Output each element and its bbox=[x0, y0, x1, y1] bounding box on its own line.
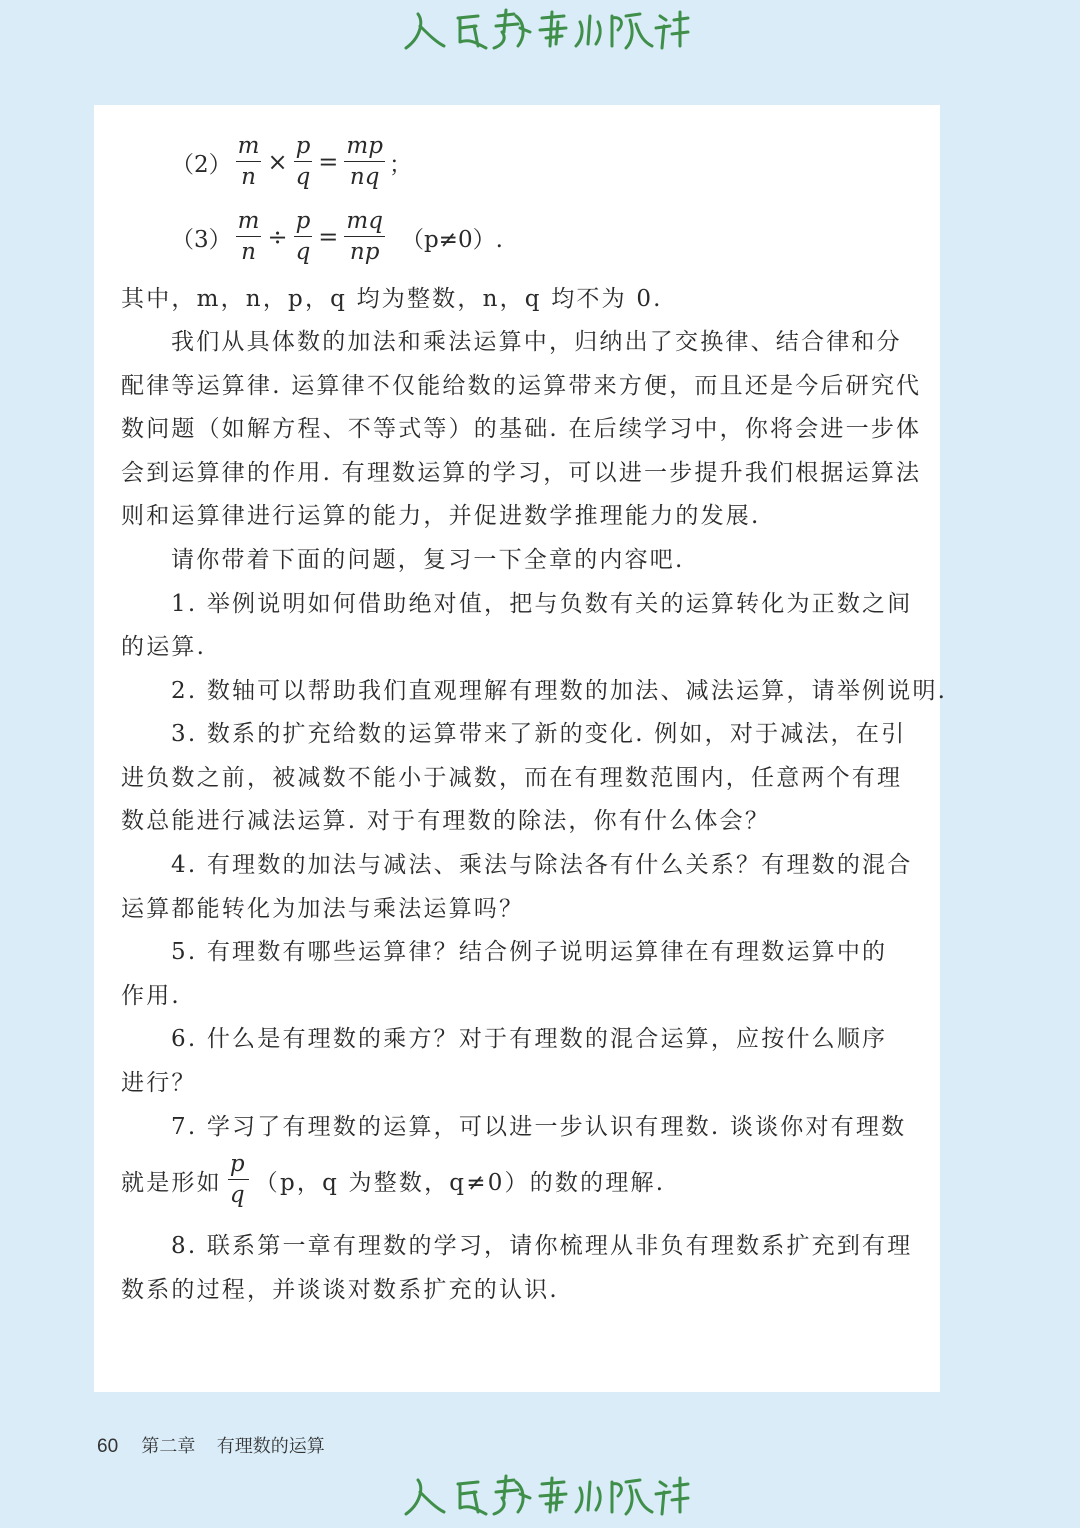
text-line: 数总能进行减法运算. 对于有理数的除法，你有什么体会？ bbox=[121, 808, 771, 834]
page-number: 60 bbox=[97, 1436, 119, 1457]
question-4: 4. 有理数的加法与减法、乘法与除法各有什么关系？有理数的混合 bbox=[171, 852, 913, 878]
question-7-line-2 bbox=[121, 1153, 665, 1207]
fraction bbox=[294, 210, 313, 264]
denominator: np bbox=[349, 239, 380, 265]
formula-tail: ； bbox=[388, 151, 412, 178]
denominator: n bbox=[241, 164, 256, 190]
question-3: 3. 数系的扩充给数的运算带来了新的变化. 例如，对于减法，在引 bbox=[171, 721, 907, 747]
text-line: 则和运算律进行运算的能力，并促进数学推理能力的发展. bbox=[121, 503, 761, 529]
formula-2 bbox=[171, 135, 412, 189]
chapter-label: 第二章 bbox=[141, 1436, 196, 1457]
denominator: nq bbox=[349, 164, 380, 190]
text-line: 请你带着下面的问题，复习一下全章的内容吧. bbox=[171, 547, 685, 573]
textbook-page bbox=[94, 105, 948, 1392]
publisher-watermark-top bbox=[0, 2, 1080, 62]
question-5: 5. 有理数有哪些运算律？结合例子说明运算律在有理数运算中的 bbox=[171, 939, 888, 965]
fraction bbox=[294, 135, 313, 189]
text-line: 会到运算律的作用. 有理数运算的学习，可以进一步提升我们根据运算法 bbox=[121, 460, 922, 486]
page-footer bbox=[97, 1432, 325, 1458]
formula-label: （2） bbox=[171, 151, 232, 178]
chapter-title: 有理数的运算 bbox=[216, 1436, 325, 1457]
numerator: p bbox=[294, 210, 313, 237]
numerator: p bbox=[294, 135, 313, 162]
question-7: 7. 学习了有理数的运算，可以进一步认识有理数. 谈谈你对有理数 bbox=[171, 1114, 907, 1140]
publisher-logo-script bbox=[390, 1468, 690, 1524]
text-line: 作用. bbox=[121, 983, 181, 1009]
question-1: 1. 举例说明如何借助绝对值，把与负数有关的运算转化为正数之间 bbox=[171, 591, 913, 617]
text-segment: （p，q 为整数，q≠0）的数的理解. bbox=[254, 1169, 666, 1196]
fraction bbox=[236, 210, 262, 264]
numerator: mq bbox=[344, 210, 385, 237]
fraction bbox=[236, 135, 262, 189]
text-line: 进负数之前，被减数不能小于减数，而在有理数范围内，任意两个有理 bbox=[121, 765, 903, 791]
text-line: 数系的过程，并谈谈对数系扩充的认识. bbox=[121, 1277, 559, 1303]
numerator: mp bbox=[344, 135, 385, 162]
operator: × bbox=[267, 148, 288, 176]
formula-3 bbox=[171, 210, 503, 264]
denominator: n bbox=[241, 239, 256, 265]
question-6: 6. 什么是有理数的乘方？对于有理数的混合运算，应按什么顺序 bbox=[171, 1026, 888, 1052]
text-line: 运算都能转化为加法与乘法运算吗？ bbox=[121, 896, 525, 922]
numerator: m bbox=[236, 210, 262, 237]
publisher-logo-script bbox=[390, 2, 690, 58]
formula-tail: （p≠0）. bbox=[400, 226, 503, 253]
text-line: 数问题（如解方程、不等式等）的基础. 在后续学习中，你将会进一步体 bbox=[121, 416, 922, 442]
denominator: q bbox=[229, 1182, 247, 1208]
equals-sign: = bbox=[318, 223, 339, 251]
formula-label: （3） bbox=[171, 226, 232, 253]
numerator: m bbox=[236, 135, 262, 162]
text-line: 的运算. bbox=[121, 634, 207, 660]
text-line: 其中，m，n，p，q 均为整数，n，q 均不为 0. bbox=[121, 286, 663, 312]
text-line: 我们从具体数的加法和乘法运算中，归纳出了交换律、结合律和分 bbox=[171, 329, 902, 355]
equals-sign: = bbox=[318, 148, 339, 176]
numerator: p bbox=[228, 1153, 249, 1180]
text-line: 配律等运算律. 运算律不仅能给数的运算带来方便，而且还是今后研究代 bbox=[121, 373, 922, 399]
publisher-watermark-bottom bbox=[0, 1468, 1080, 1528]
fraction bbox=[344, 135, 385, 189]
operator: ÷ bbox=[267, 223, 288, 251]
denominator: q bbox=[295, 164, 311, 190]
text-segment: 就是形如 bbox=[121, 1169, 222, 1196]
question-8: 8. 联系第一章有理数的学习，请你梳理从非负有理数系扩充到有理 bbox=[171, 1233, 913, 1259]
fraction bbox=[228, 1153, 249, 1207]
question-2: 2. 数轴可以帮助我们直观理解有理数的加法、减法运算，请举例说明. bbox=[171, 678, 948, 704]
fraction bbox=[344, 210, 385, 264]
text-line: 进行？ bbox=[121, 1070, 197, 1096]
denominator: q bbox=[295, 239, 311, 265]
